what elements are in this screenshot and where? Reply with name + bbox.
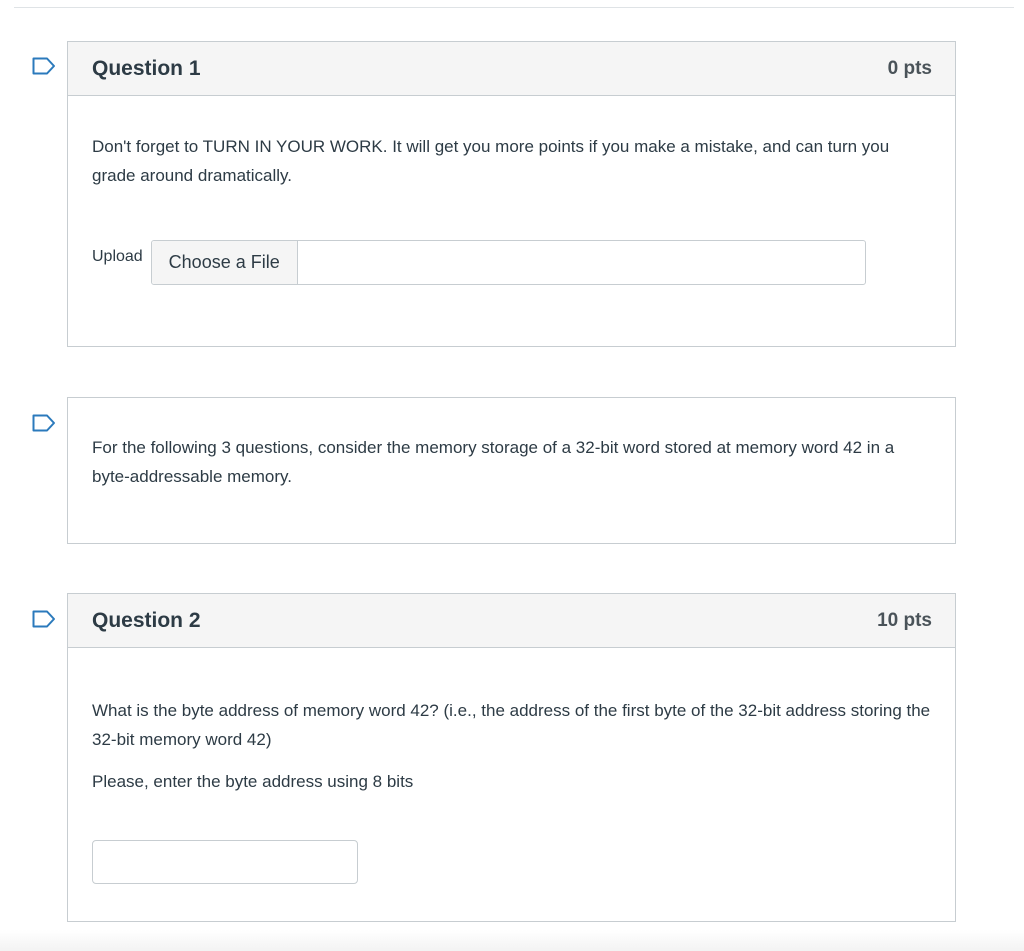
question-2-body (68, 648, 955, 796)
text-only-panel (67, 397, 956, 544)
question-1-header (68, 42, 955, 96)
file-upload-field[interactable] (151, 240, 866, 285)
flag-question-icon[interactable] (32, 57, 56, 75)
question-instruction: Please, enter the byte address using 8 bits (92, 772, 414, 791)
answer-input[interactable] (92, 840, 358, 884)
top-divider (14, 7, 1014, 8)
text-only-body (68, 398, 955, 491)
question-title: Question 1 (92, 56, 201, 80)
question-1-panel (67, 41, 956, 347)
question-points: 0 pts (887, 57, 932, 79)
upload-label: Upload (92, 248, 143, 265)
upload-row (92, 240, 866, 285)
footer-shadow (0, 930, 1024, 951)
question-title: Question 2 (92, 608, 201, 632)
question-points: 10 pts (877, 609, 932, 631)
question-1-body (68, 96, 955, 190)
flag-question-icon[interactable] (32, 414, 56, 432)
question-text: For the following 3 questions, consider the memory storage of a 32-bit word stored at memory word 42 in a byte-addressable memory. (92, 438, 895, 486)
choose-file-button[interactable]: Choose a File (152, 241, 298, 284)
question-text: What is the byte address of memory word 42? (i.e., the address of the first byte of the 32-bit address storing the 32-bit memory word 42) (92, 701, 931, 749)
question-2-header (68, 594, 955, 648)
question-2-panel (67, 593, 956, 922)
flag-question-icon[interactable] (32, 610, 56, 628)
question-text: Don't forget to TURN IN YOUR WORK. It will get you more points if you make a mistake, and can turn you grade around dramatically. (92, 137, 890, 185)
